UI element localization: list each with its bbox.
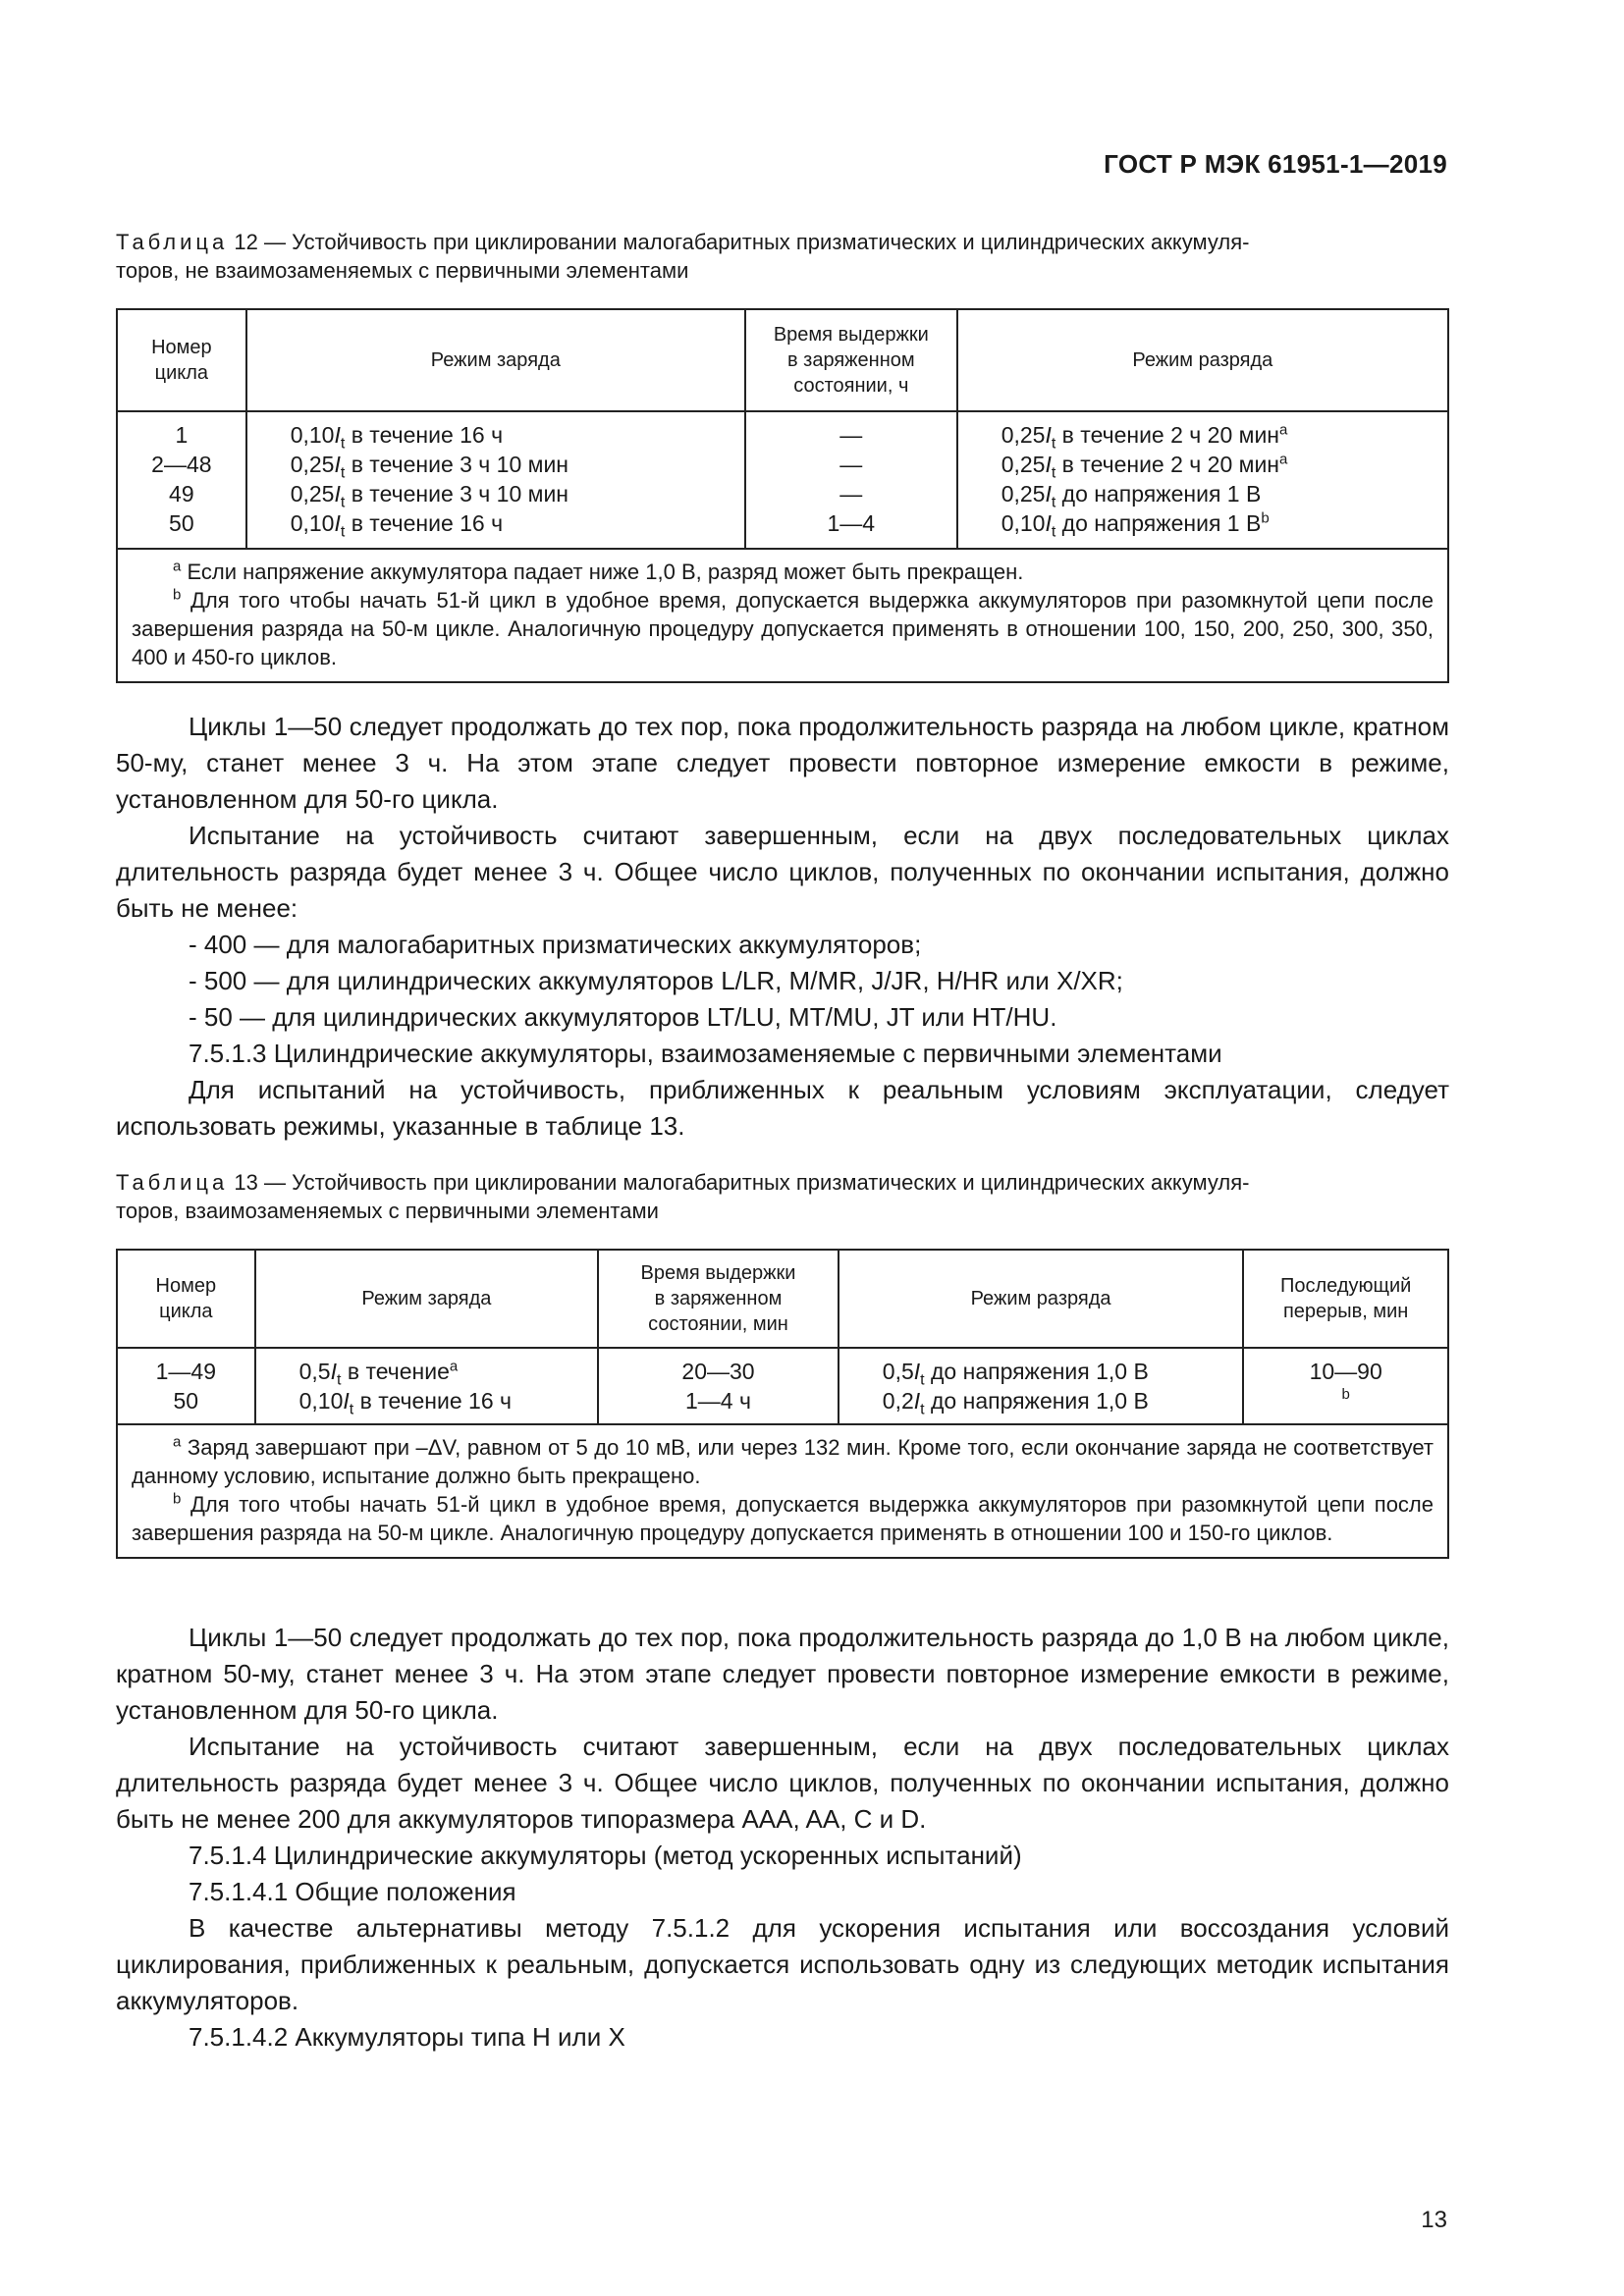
table-cell: — bbox=[839, 452, 863, 477]
table12-cycles bbox=[117, 411, 246, 549]
section-heading: 7.5.1.4.1 Общие положения bbox=[189, 1877, 516, 1906]
table12-footnote-a: $^a$ Если напряжение аккумулятора падает ниже 1,0 В, разряд может быть прекращен. bbox=[173, 558, 1024, 584]
table12-footnotes bbox=[117, 549, 1448, 682]
paragraph: Циклы 1—50 следует продолжать до тех пор, пока продолжительность разряда на любом цикле, кратном 50-му, станет менее 3 ч. На этом этапе следует провести повторное измерение емкости в режиме, установленном для 50-го цикла. bbox=[116, 712, 1449, 814]
table13-header-discharge: Режим разряда bbox=[839, 1250, 1244, 1348]
table13-rest-times bbox=[598, 1348, 839, 1424]
table12-header-charge: Режим заряда bbox=[246, 309, 745, 411]
table-cell: $0,25I_t$ в течение 3 ч 10 мин bbox=[290, 452, 569, 482]
table12-caption bbox=[116, 228, 1451, 285]
table-cell: — bbox=[839, 422, 863, 448]
table-cell: 1—49 bbox=[155, 1359, 216, 1384]
list-item: - 50 — для цилиндрических аккумуляторов LT/LU, MT/MU, JT или HT/HU. bbox=[189, 1002, 1057, 1032]
table13-cycles bbox=[117, 1348, 255, 1424]
table12-header-discharge: Режим разряда bbox=[957, 309, 1448, 411]
section-heading: 7.5.1.4 Цилиндрические аккумуляторы (метод ускоренных испытаний) bbox=[189, 1841, 1022, 1870]
table-cell: $0,25I_t$ в течение 2 ч 20 мин$^a$ bbox=[1001, 451, 1288, 482]
paragraph: В качестве альтернативы методу 7.5.1.2 для ускорения испытания или воссоздания условий циклирования, приближенных к реальным, допускается использовать одну из следующих методик испытания аккумуляторов. bbox=[116, 1913, 1449, 2015]
table-cell: $0,10I_t$ до напряжения 1 В$^b$ bbox=[1001, 509, 1270, 541]
table13-caption-word: Таблица bbox=[116, 1170, 229, 1195]
table12-body-row bbox=[117, 411, 1448, 549]
table-cell: $0,25I_t$ в течение 2 ч 20 мин$^a$ bbox=[1001, 421, 1288, 453]
table13-header-pause: Последующий перерыв, мин bbox=[1243, 1250, 1448, 1348]
table-cell-footnote: b bbox=[1341, 1386, 1350, 1403]
section-heading: 7.5.1.4.2 Аккумуляторы типа H или X bbox=[189, 2022, 625, 2052]
text-block-1 bbox=[116, 709, 1449, 1145]
table12-charge-modes bbox=[246, 411, 745, 549]
text-block-2 bbox=[116, 1620, 1449, 2056]
table12-footnote-b: $^b$ Для того чтобы начать 51-й цикл в удобное время, допускается выдержка аккумуляторов при разомкнутой цепи после завершения разряда на 50-м цикле. Аналогичную процедуру допускается применять в отношении 100, 150, 200, 250, 300, 350, 400 и 450-го циклов. bbox=[132, 586, 1434, 669]
table-cell: $0,10I_t$ в течение 16 ч bbox=[298, 1388, 512, 1418]
table13-caption-line2: торов, взаимозаменяемых с первичными элементами bbox=[116, 1199, 659, 1223]
table-cell: $0,2I_t$ до напряжения 1,0 В bbox=[882, 1388, 1149, 1418]
table13-caption-text: 13 — Устойчивость при циклировании малогабаритных призматических и цилиндрических аккумуля- bbox=[228, 1170, 1250, 1195]
table12 bbox=[116, 308, 1449, 683]
page-number: 13 bbox=[1421, 2207, 1447, 2233]
table-cell: $0,25I_t$ до напряжения 1 В bbox=[1001, 481, 1262, 511]
table13-header-charge: Режим заряда bbox=[255, 1250, 599, 1348]
table12-caption-word: Таблица bbox=[116, 230, 229, 254]
table13-header-cycle: Номер цикла bbox=[117, 1250, 255, 1348]
table-cell: 50 bbox=[173, 1388, 199, 1414]
table-cell: $0,5I_t$ до напряжения 1,0 В bbox=[882, 1359, 1149, 1389]
table-cell: 50 bbox=[169, 510, 194, 536]
table13-footnotes-row bbox=[117, 1424, 1448, 1558]
paragraph: Испытание на устойчивость считают завершенным, если на двух последовательных циклах длительность разряда будет менее 3 ч. Общее число циклов, полученных по окончании испытания, должно быть не менее: bbox=[116, 821, 1449, 923]
table12-footnotes-row bbox=[117, 549, 1448, 682]
table12-header-cycle: Номер цикла bbox=[117, 309, 246, 411]
table13-discharge-modes bbox=[839, 1348, 1244, 1424]
table-cell: — bbox=[839, 481, 863, 507]
table12-header-rest: Время выдержки в заряженном состоянии, ч bbox=[745, 309, 957, 411]
table-cell: 10—90 bbox=[1309, 1359, 1382, 1384]
table12-discharge-modes bbox=[957, 411, 1448, 549]
table12-caption-line2: торов, не взаимозаменяемых с первичными элементами bbox=[116, 258, 689, 283]
table-cell: $0,10I_t$ в течение 16 ч bbox=[290, 510, 504, 541]
table-cell: $0,25I_t$ в течение 3 ч 10 мин bbox=[290, 481, 569, 511]
table12-rest-times bbox=[745, 411, 957, 549]
table13-body-row bbox=[117, 1348, 1448, 1424]
table13-footnotes bbox=[117, 1424, 1448, 1558]
table-cell: 49 bbox=[169, 481, 194, 507]
table13-header-rest: Время выдержки в заряженном состоянии, мин bbox=[598, 1250, 839, 1348]
paragraph: Испытание на устойчивость считают завершенным, если на двух последовательных циклах длительность разряда будет менее 3 ч. Общее число циклов, полученных по окончании испытания, должно быть не менее 200 для аккумуляторов типоразмера AAA, AA, C и D. bbox=[116, 1732, 1449, 1834]
list-item: - 400 — для малогабаритных призматических аккумуляторов; bbox=[189, 930, 922, 959]
table13-pause bbox=[1243, 1348, 1448, 1424]
table-cell: 20—30 bbox=[681, 1359, 755, 1384]
table13-header-row bbox=[117, 1250, 1448, 1348]
table13-footnote-a: $^a$ Заряд завершают при –ΔV, равном от 5 до 10 мВ, или через 132 мин. Кроме того, если окончание заряда не соответствует данному условию, испытание должно быть прекращено. bbox=[132, 1433, 1434, 1488]
table13-charge-modes bbox=[255, 1348, 599, 1424]
table-cell: $0,5I_t$ в течение$^a$ bbox=[298, 1358, 459, 1389]
table13-caption bbox=[116, 1168, 1451, 1225]
table12-caption-text: 12 — Устойчивость при циклировании малогабаритных призматических и цилиндрических аккумуля- bbox=[228, 230, 1250, 254]
table-cell: 1 bbox=[175, 422, 189, 448]
table12-header-row bbox=[117, 309, 1448, 411]
paragraph: Циклы 1—50 следует продолжать до тех пор, пока продолжительность разряда до 1,0 В на любом цикле, кратном 50-му, станет менее 3 ч. На этом этапе следует провести повторное измерение емкости в режиме, установленном для 50-го цикла. bbox=[116, 1623, 1449, 1725]
document-code: ГОСТ Р МЭК 61951-1—2019 bbox=[1104, 149, 1447, 179]
table-cell: 1—4 ч bbox=[685, 1388, 751, 1414]
list-item: - 500 — для цилиндрических аккумуляторов L/LR, M/MR, J/JR, H/HR или X/XR; bbox=[189, 966, 1123, 995]
table-cell: $0,10I_t$ в течение 16 ч bbox=[290, 422, 504, 453]
table-cell: 2—48 bbox=[151, 452, 212, 477]
section-heading: 7.5.1.3 Цилиндрические аккумуляторы, взаимозаменяемые с первичными элементами bbox=[189, 1039, 1222, 1068]
table13 bbox=[116, 1249, 1449, 1559]
table13-footnote-b: $^b$ Для того чтобы начать 51-й цикл в удобное время, допускается выдержка аккумуляторов при разомкнутой цепи после завершения разряда на 50-м цикле. Аналогичную процедуру допускается применять в отношении 100 и 150-го циклов. bbox=[132, 1490, 1434, 1545]
table-cell: 1—4 bbox=[827, 510, 876, 536]
paragraph: Для испытаний на устойчивость, приближенных к реальным условиям эксплуатации, следует использовать режимы, указанные в таблице 13. bbox=[116, 1075, 1449, 1141]
